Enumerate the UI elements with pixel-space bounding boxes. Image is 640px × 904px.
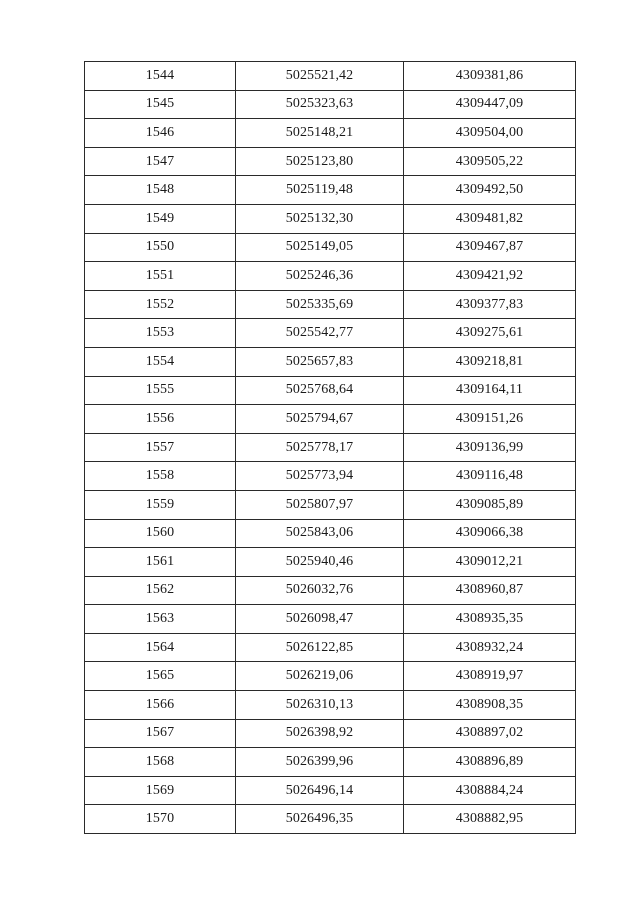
- table-row: [85, 490, 576, 519]
- y-coordinate-cell: 4309467,87: [404, 233, 576, 262]
- x-coordinate-cell: 5025323,63: [236, 90, 404, 119]
- table-row: [85, 462, 576, 491]
- y-coordinate-cell: 4308960,87: [404, 576, 576, 605]
- point-number-cell: 1568: [85, 748, 236, 777]
- point-number-cell: 1544: [85, 62, 236, 91]
- table-row: [85, 319, 576, 348]
- x-coordinate-cell: 5026496,14: [236, 776, 404, 805]
- table-row: [85, 805, 576, 834]
- table-row: [85, 662, 576, 691]
- x-coordinate-cell: 5025778,17: [236, 433, 404, 462]
- x-coordinate-cell: 5026122,85: [236, 633, 404, 662]
- point-number-cell: 1557: [85, 433, 236, 462]
- table-row: [85, 633, 576, 662]
- x-coordinate-cell: 5025148,21: [236, 119, 404, 148]
- y-coordinate-cell: 4309218,81: [404, 347, 576, 376]
- table-row: [85, 605, 576, 634]
- table-row: [85, 176, 576, 205]
- y-coordinate-cell: 4308932,24: [404, 633, 576, 662]
- y-coordinate-cell: 4309492,50: [404, 176, 576, 205]
- y-coordinate-cell: 4309085,89: [404, 490, 576, 519]
- point-number-cell: 1556: [85, 405, 236, 434]
- table-row: [85, 376, 576, 405]
- point-number-cell: 1563: [85, 605, 236, 634]
- table-row: [85, 147, 576, 176]
- point-number-cell: 1546: [85, 119, 236, 148]
- table-row: [85, 776, 576, 805]
- y-coordinate-cell: 4308935,35: [404, 605, 576, 634]
- x-coordinate-cell: 5025794,67: [236, 405, 404, 434]
- x-coordinate-cell: 5026032,76: [236, 576, 404, 605]
- table-row: [85, 433, 576, 462]
- point-number-cell: 1564: [85, 633, 236, 662]
- y-coordinate-cell: 4309481,82: [404, 204, 576, 233]
- y-coordinate-cell: 4309275,61: [404, 319, 576, 348]
- x-coordinate-cell: 5025768,64: [236, 376, 404, 405]
- x-coordinate-cell: 5025843,06: [236, 519, 404, 548]
- point-number-cell: 1547: [85, 147, 236, 176]
- x-coordinate-cell: 5026219,06: [236, 662, 404, 691]
- table-row: [85, 90, 576, 119]
- y-coordinate-cell: 4308884,24: [404, 776, 576, 805]
- table-row: [85, 262, 576, 291]
- point-number-cell: 1549: [85, 204, 236, 233]
- y-coordinate-cell: 4309151,26: [404, 405, 576, 434]
- y-coordinate-cell: 4308896,89: [404, 748, 576, 777]
- point-number-cell: 1561: [85, 548, 236, 577]
- y-coordinate-cell: 4308882,95: [404, 805, 576, 834]
- table-row: [85, 691, 576, 720]
- x-coordinate-cell: 5025807,97: [236, 490, 404, 519]
- x-coordinate-cell: 5025149,05: [236, 233, 404, 262]
- x-coordinate-cell: 5025123,80: [236, 147, 404, 176]
- point-number-cell: 1569: [85, 776, 236, 805]
- table-row: [85, 347, 576, 376]
- y-coordinate-cell: 4308919,97: [404, 662, 576, 691]
- table-row: [85, 576, 576, 605]
- y-coordinate-cell: 4309447,09: [404, 90, 576, 119]
- y-coordinate-cell: 4309377,83: [404, 290, 576, 319]
- point-number-cell: 1559: [85, 490, 236, 519]
- y-coordinate-cell: 4309136,99: [404, 433, 576, 462]
- y-coordinate-cell: 4309505,22: [404, 147, 576, 176]
- x-coordinate-cell: 5025657,83: [236, 347, 404, 376]
- x-coordinate-cell: 5025335,69: [236, 290, 404, 319]
- y-coordinate-cell: 4309381,86: [404, 62, 576, 91]
- x-coordinate-cell: 5026098,47: [236, 605, 404, 634]
- y-coordinate-cell: 4308908,35: [404, 691, 576, 720]
- table-row: [85, 748, 576, 777]
- table-row: [85, 233, 576, 262]
- y-coordinate-cell: 4309164,11: [404, 376, 576, 405]
- coordinates-table: [84, 61, 576, 834]
- table-row: [85, 290, 576, 319]
- table-row: [85, 519, 576, 548]
- x-coordinate-cell: 5025119,48: [236, 176, 404, 205]
- point-number-cell: 1567: [85, 719, 236, 748]
- point-number-cell: 1552: [85, 290, 236, 319]
- table-row: [85, 62, 576, 91]
- y-coordinate-cell: 4309421,92: [404, 262, 576, 291]
- point-number-cell: 1565: [85, 662, 236, 691]
- x-coordinate-cell: 5025246,36: [236, 262, 404, 291]
- table-row: [85, 405, 576, 434]
- x-coordinate-cell: 5026398,92: [236, 719, 404, 748]
- x-coordinate-cell: 5026399,96: [236, 748, 404, 777]
- x-coordinate-cell: 5025542,77: [236, 319, 404, 348]
- x-coordinate-cell: 5025521,42: [236, 62, 404, 91]
- y-coordinate-cell: 4309116,48: [404, 462, 576, 491]
- point-number-cell: 1555: [85, 376, 236, 405]
- point-number-cell: 1548: [85, 176, 236, 205]
- y-coordinate-cell: 4309066,38: [404, 519, 576, 548]
- point-number-cell: 1553: [85, 319, 236, 348]
- point-number-cell: 1545: [85, 90, 236, 119]
- point-number-cell: 1550: [85, 233, 236, 262]
- y-coordinate-cell: 4309012,21: [404, 548, 576, 577]
- table-row: [85, 119, 576, 148]
- y-coordinate-cell: 4308897,02: [404, 719, 576, 748]
- point-number-cell: 1554: [85, 347, 236, 376]
- table-row: [85, 548, 576, 577]
- coordinates-table-body: [85, 62, 576, 834]
- table-row: [85, 719, 576, 748]
- x-coordinate-cell: 5025132,30: [236, 204, 404, 233]
- y-coordinate-cell: 4309504,00: [404, 119, 576, 148]
- point-number-cell: 1562: [85, 576, 236, 605]
- table-row: [85, 204, 576, 233]
- x-coordinate-cell: 5025940,46: [236, 548, 404, 577]
- point-number-cell: 1566: [85, 691, 236, 720]
- x-coordinate-cell: 5026496,35: [236, 805, 404, 834]
- point-number-cell: 1551: [85, 262, 236, 291]
- x-coordinate-cell: 5025773,94: [236, 462, 404, 491]
- point-number-cell: 1558: [85, 462, 236, 491]
- x-coordinate-cell: 5026310,13: [236, 691, 404, 720]
- point-number-cell: 1560: [85, 519, 236, 548]
- point-number-cell: 1570: [85, 805, 236, 834]
